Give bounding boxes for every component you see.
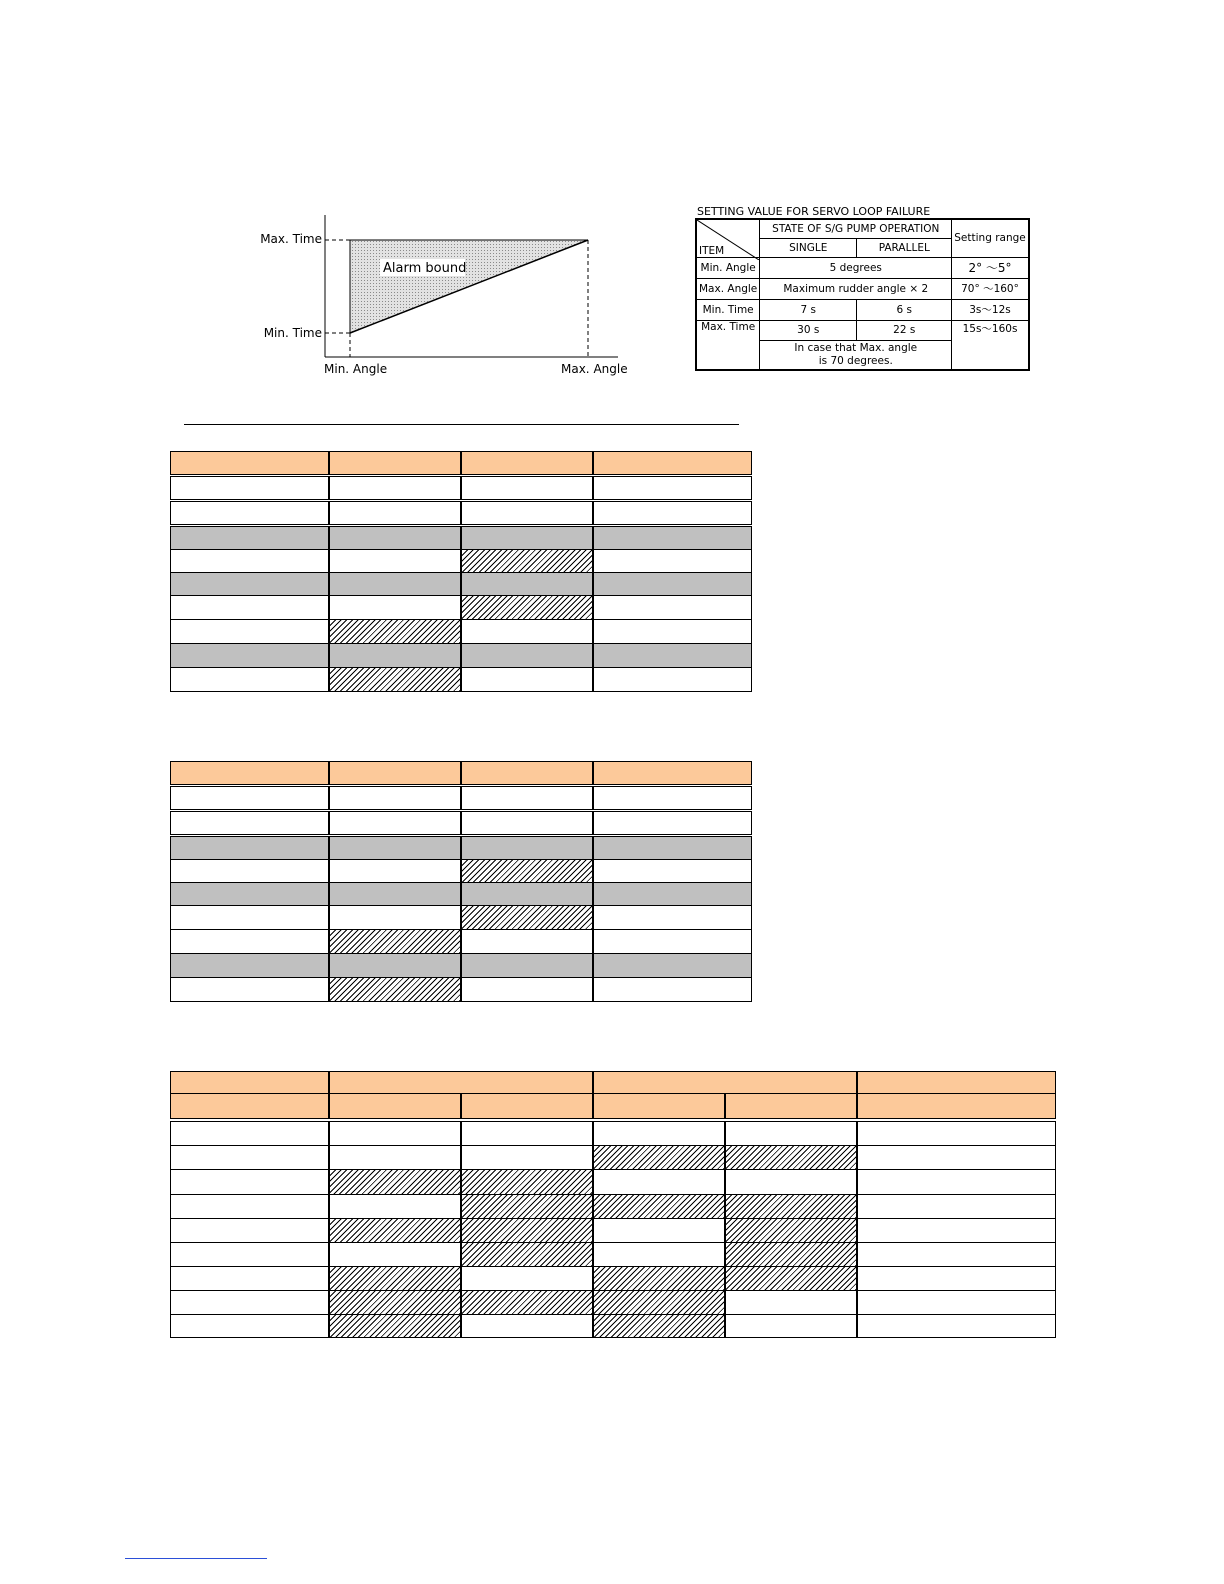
table-cell bbox=[725, 1194, 857, 1218]
table-cell bbox=[329, 1266, 461, 1290]
table-cell bbox=[329, 1242, 461, 1266]
table-cell bbox=[170, 1071, 329, 1093]
table-cell bbox=[461, 1169, 593, 1194]
table-cell bbox=[593, 643, 752, 667]
settings-note: In case that Max. angle is 70 degrees. bbox=[760, 340, 952, 370]
settings-table bbox=[695, 218, 1030, 371]
table-cell bbox=[170, 595, 329, 619]
y-label-min-time: Min. Time bbox=[263, 326, 322, 340]
row-value: Maximum rudder angle × 2 bbox=[760, 278, 952, 299]
table-cell bbox=[461, 953, 593, 977]
table-cell bbox=[461, 761, 593, 784]
table-cell bbox=[461, 1314, 593, 1337]
row-item: Min. Time bbox=[696, 299, 760, 320]
table-cell bbox=[329, 977, 461, 1001]
table-row bbox=[170, 977, 752, 1001]
table-row bbox=[170, 501, 752, 524]
table-rule bbox=[170, 761, 752, 762]
table-row bbox=[170, 572, 752, 595]
table-cell bbox=[329, 786, 461, 809]
table-cell bbox=[593, 1093, 725, 1118]
table-cell bbox=[593, 619, 752, 643]
table-cell bbox=[170, 836, 329, 859]
table-cell bbox=[170, 977, 329, 1001]
table-cell bbox=[725, 1093, 857, 1118]
table-cell bbox=[329, 501, 461, 524]
table-cell bbox=[170, 882, 329, 905]
table-rule bbox=[170, 1314, 1056, 1315]
table-cell bbox=[857, 1266, 1056, 1290]
table-cell bbox=[593, 977, 752, 1001]
table-rule bbox=[170, 1242, 1056, 1243]
table-cell bbox=[857, 1314, 1056, 1337]
table-cell bbox=[593, 953, 752, 977]
table-rule bbox=[170, 499, 752, 500]
table-cell bbox=[329, 526, 461, 549]
row-range: 70° ～160° bbox=[952, 278, 1029, 299]
table-cell bbox=[329, 836, 461, 859]
table-cell bbox=[329, 549, 461, 572]
table-cell bbox=[329, 1169, 461, 1194]
table-cell bbox=[593, 905, 752, 929]
table-cell bbox=[461, 451, 593, 474]
table-cell bbox=[593, 1194, 725, 1218]
table-rule bbox=[170, 809, 752, 810]
table-row bbox=[170, 643, 752, 667]
table-row bbox=[170, 619, 752, 643]
x-label-max-angle: Max. Angle bbox=[561, 362, 628, 376]
table-rule bbox=[170, 1266, 1056, 1267]
table-cell bbox=[329, 1218, 461, 1242]
y-label-max-time: Max. Time bbox=[260, 232, 322, 246]
row-value: 5 degrees bbox=[760, 257, 952, 278]
table-cell bbox=[857, 1093, 1056, 1118]
table-rule bbox=[170, 595, 752, 596]
table-row bbox=[170, 1314, 1056, 1337]
table-row bbox=[170, 476, 752, 499]
single-header: SINGLE bbox=[760, 238, 857, 257]
diagonal-divider bbox=[697, 220, 759, 260]
table-cell bbox=[593, 667, 752, 691]
table-cell bbox=[329, 953, 461, 977]
table-cell bbox=[725, 1290, 857, 1314]
table-cell bbox=[593, 1290, 725, 1314]
table-cell bbox=[725, 1314, 857, 1337]
table-cell bbox=[170, 1194, 329, 1218]
row-item: Min. Angle bbox=[696, 257, 760, 278]
table-cell bbox=[329, 905, 461, 929]
table-rule bbox=[170, 476, 752, 477]
table-rule bbox=[170, 1071, 1056, 1072]
table-cell bbox=[329, 859, 461, 882]
table-cell bbox=[170, 953, 329, 977]
table-cell bbox=[329, 1314, 461, 1337]
table-cell bbox=[461, 905, 593, 929]
table-cell bbox=[593, 1266, 725, 1290]
table-cell bbox=[461, 1290, 593, 1314]
table-cell bbox=[593, 836, 752, 859]
table-rule bbox=[170, 667, 752, 668]
table-cell bbox=[170, 1121, 329, 1145]
table-cell bbox=[593, 476, 752, 499]
table-row bbox=[170, 1093, 1056, 1118]
table-cell bbox=[593, 526, 752, 549]
table-cell bbox=[593, 451, 752, 474]
row-range: 3s～12s bbox=[952, 299, 1029, 320]
blank-table-1 bbox=[170, 451, 752, 693]
table-cell bbox=[725, 1218, 857, 1242]
table-cell bbox=[170, 476, 329, 499]
table-cell bbox=[461, 1093, 593, 1118]
table-rule bbox=[170, 501, 752, 502]
table-cell bbox=[170, 526, 329, 549]
table-cell bbox=[461, 1145, 593, 1169]
table-cell bbox=[329, 761, 461, 784]
table-cell bbox=[725, 1121, 857, 1145]
table-cell bbox=[170, 1218, 329, 1242]
footnote-rule bbox=[125, 1558, 267, 1559]
table-rule bbox=[170, 929, 752, 930]
table-row bbox=[170, 882, 752, 905]
table-cell bbox=[461, 859, 593, 882]
table-cell bbox=[593, 1121, 725, 1145]
table-rule bbox=[170, 977, 752, 978]
table-cell bbox=[593, 1145, 725, 1169]
table-cell bbox=[170, 929, 329, 953]
table-row bbox=[170, 595, 752, 619]
table-cell bbox=[461, 667, 593, 691]
x-label-min-angle: Min. Angle bbox=[324, 362, 388, 376]
table-cell bbox=[725, 1145, 857, 1169]
table-cell bbox=[461, 501, 593, 524]
table-row bbox=[170, 1194, 1056, 1218]
table-cell bbox=[170, 619, 329, 643]
table-row bbox=[170, 526, 752, 549]
table-rule bbox=[170, 474, 752, 475]
table-cell bbox=[593, 1218, 725, 1242]
table-rule bbox=[170, 784, 752, 785]
table-rule bbox=[170, 619, 752, 620]
row-parallel: 6 s bbox=[857, 299, 952, 320]
table-cell bbox=[170, 1290, 329, 1314]
table-cell bbox=[329, 476, 461, 499]
table-rule bbox=[170, 1145, 1056, 1146]
table-cell bbox=[857, 1121, 1056, 1145]
section-divider bbox=[184, 424, 739, 425]
table-rule bbox=[170, 526, 752, 527]
table-cell bbox=[170, 1093, 329, 1118]
table-row bbox=[170, 1218, 1056, 1242]
table-row bbox=[170, 1071, 1056, 1093]
table-cell bbox=[170, 811, 329, 834]
table-cell bbox=[593, 929, 752, 953]
table-cell bbox=[329, 572, 461, 595]
table-cell bbox=[170, 1169, 329, 1194]
table-cell bbox=[593, 572, 752, 595]
item-header: ITEM bbox=[699, 244, 725, 257]
table-cell bbox=[593, 859, 752, 882]
table-rule bbox=[170, 882, 752, 883]
row-range: 15s～160s bbox=[952, 320, 1029, 370]
table-cell bbox=[329, 1071, 593, 1093]
table-cell bbox=[725, 1266, 857, 1290]
table-cell bbox=[170, 549, 329, 572]
table-cell bbox=[461, 619, 593, 643]
table-cell bbox=[329, 811, 461, 834]
table-cell bbox=[170, 1314, 329, 1337]
row-item: Max. Time bbox=[696, 320, 760, 370]
table-row bbox=[170, 929, 752, 953]
table-cell bbox=[329, 929, 461, 953]
table-cell bbox=[329, 1194, 461, 1218]
table-cell bbox=[170, 667, 329, 691]
table-rule bbox=[170, 1093, 1056, 1094]
table-cell bbox=[170, 761, 329, 784]
table-cell bbox=[329, 882, 461, 905]
table-cell bbox=[170, 643, 329, 667]
table-cell bbox=[170, 905, 329, 929]
blank-table-2 bbox=[170, 761, 752, 1003]
table-rule bbox=[170, 1218, 1056, 1219]
table-cell bbox=[461, 526, 593, 549]
table-row bbox=[170, 836, 752, 859]
table-rule bbox=[170, 786, 752, 787]
table-cell bbox=[461, 811, 593, 834]
table-cell bbox=[329, 643, 461, 667]
table-rule bbox=[170, 836, 752, 837]
table-cell bbox=[593, 786, 752, 809]
table-rule bbox=[170, 524, 752, 525]
table-cell bbox=[170, 1242, 329, 1266]
alarm-bound-chart bbox=[250, 205, 640, 390]
table-rule bbox=[170, 1001, 752, 1002]
table-cell bbox=[170, 572, 329, 595]
table-cell bbox=[857, 1194, 1056, 1218]
table-cell bbox=[461, 572, 593, 595]
table-rule bbox=[170, 859, 752, 860]
table-rule bbox=[170, 451, 752, 452]
table-rule bbox=[170, 1337, 1056, 1338]
row-item: Max. Angle bbox=[696, 278, 760, 299]
table-row bbox=[170, 1121, 1056, 1145]
table-row bbox=[170, 953, 752, 977]
table-cell bbox=[857, 1071, 1056, 1093]
table-cell bbox=[170, 1145, 329, 1169]
table-cell bbox=[461, 1266, 593, 1290]
table-cell bbox=[170, 451, 329, 474]
table-rule bbox=[170, 905, 752, 906]
row-parallel: 22 s bbox=[857, 320, 952, 340]
table-cell bbox=[857, 1145, 1056, 1169]
table-rule bbox=[170, 643, 752, 644]
table-cell bbox=[461, 882, 593, 905]
table-rule bbox=[170, 811, 752, 812]
row-single: 7 s bbox=[760, 299, 857, 320]
table-cell bbox=[329, 595, 461, 619]
table-cell bbox=[725, 1242, 857, 1266]
table-row bbox=[170, 786, 752, 809]
table-cell bbox=[461, 786, 593, 809]
table-cell bbox=[461, 1242, 593, 1266]
table-rule bbox=[170, 953, 752, 954]
table-cell bbox=[857, 1218, 1056, 1242]
table-cell bbox=[170, 501, 329, 524]
table-cell bbox=[857, 1242, 1056, 1266]
table-cell bbox=[329, 619, 461, 643]
table-cell bbox=[329, 1093, 461, 1118]
table-cell bbox=[593, 811, 752, 834]
table-cell bbox=[725, 1169, 857, 1194]
table-cell bbox=[593, 595, 752, 619]
table-cell bbox=[329, 1290, 461, 1314]
parallel-header: PARALLEL bbox=[857, 238, 952, 257]
table-row bbox=[170, 1145, 1056, 1169]
table-cell bbox=[593, 1314, 725, 1337]
table-cell bbox=[461, 1218, 593, 1242]
table-rule bbox=[170, 572, 752, 573]
table-cell bbox=[593, 501, 752, 524]
table-row bbox=[170, 1242, 1056, 1266]
table-cell bbox=[461, 643, 593, 667]
row-single: 30 s bbox=[760, 320, 857, 340]
table-rule bbox=[170, 1121, 1056, 1122]
table-rule bbox=[170, 1290, 1056, 1291]
table-row bbox=[170, 1290, 1056, 1314]
table-rule bbox=[170, 549, 752, 550]
table-row bbox=[170, 761, 752, 784]
table-cell bbox=[170, 786, 329, 809]
table-cell bbox=[593, 882, 752, 905]
table-cell bbox=[461, 1194, 593, 1218]
state-header: STATE OF S/G PUMP OPERATION bbox=[760, 219, 952, 238]
table-cell bbox=[593, 1071, 857, 1093]
table-cell bbox=[329, 1145, 461, 1169]
settings-title: SETTING VALUE FOR SERVO LOOP FAILURE bbox=[697, 205, 931, 218]
table-row bbox=[170, 1266, 1056, 1290]
table-cell bbox=[329, 667, 461, 691]
table-rule bbox=[170, 834, 752, 835]
table-cell bbox=[593, 761, 752, 784]
region-label: Alarm bound bbox=[383, 261, 467, 276]
table-cell bbox=[329, 1121, 461, 1145]
blank-table-3 bbox=[170, 1071, 1056, 1338]
table-cell bbox=[593, 1169, 725, 1194]
table-cell bbox=[461, 549, 593, 572]
table-cell bbox=[461, 476, 593, 499]
table-row bbox=[170, 811, 752, 834]
table-cell bbox=[593, 549, 752, 572]
table-cell bbox=[170, 1266, 329, 1290]
table-row bbox=[170, 859, 752, 882]
table-row bbox=[170, 667, 752, 691]
table-rule bbox=[170, 1169, 1056, 1170]
range-header: Setting range bbox=[952, 219, 1029, 257]
table-cell bbox=[329, 451, 461, 474]
table-rule bbox=[170, 1118, 1056, 1119]
table-cell bbox=[857, 1290, 1056, 1314]
table-row bbox=[170, 549, 752, 572]
table-cell bbox=[593, 1242, 725, 1266]
table-row bbox=[170, 905, 752, 929]
table-cell bbox=[461, 977, 593, 1001]
table-cell bbox=[461, 929, 593, 953]
table-rule bbox=[170, 691, 752, 692]
table-cell bbox=[857, 1169, 1056, 1194]
table-rule bbox=[170, 1194, 1056, 1195]
item-header-cell bbox=[696, 219, 760, 257]
table-cell bbox=[461, 1121, 593, 1145]
table-row bbox=[170, 1169, 1056, 1194]
table-cell bbox=[461, 836, 593, 859]
table-row bbox=[170, 451, 752, 474]
table-cell bbox=[170, 859, 329, 882]
row-range: 2° ～5° bbox=[952, 257, 1029, 278]
table-cell bbox=[461, 595, 593, 619]
